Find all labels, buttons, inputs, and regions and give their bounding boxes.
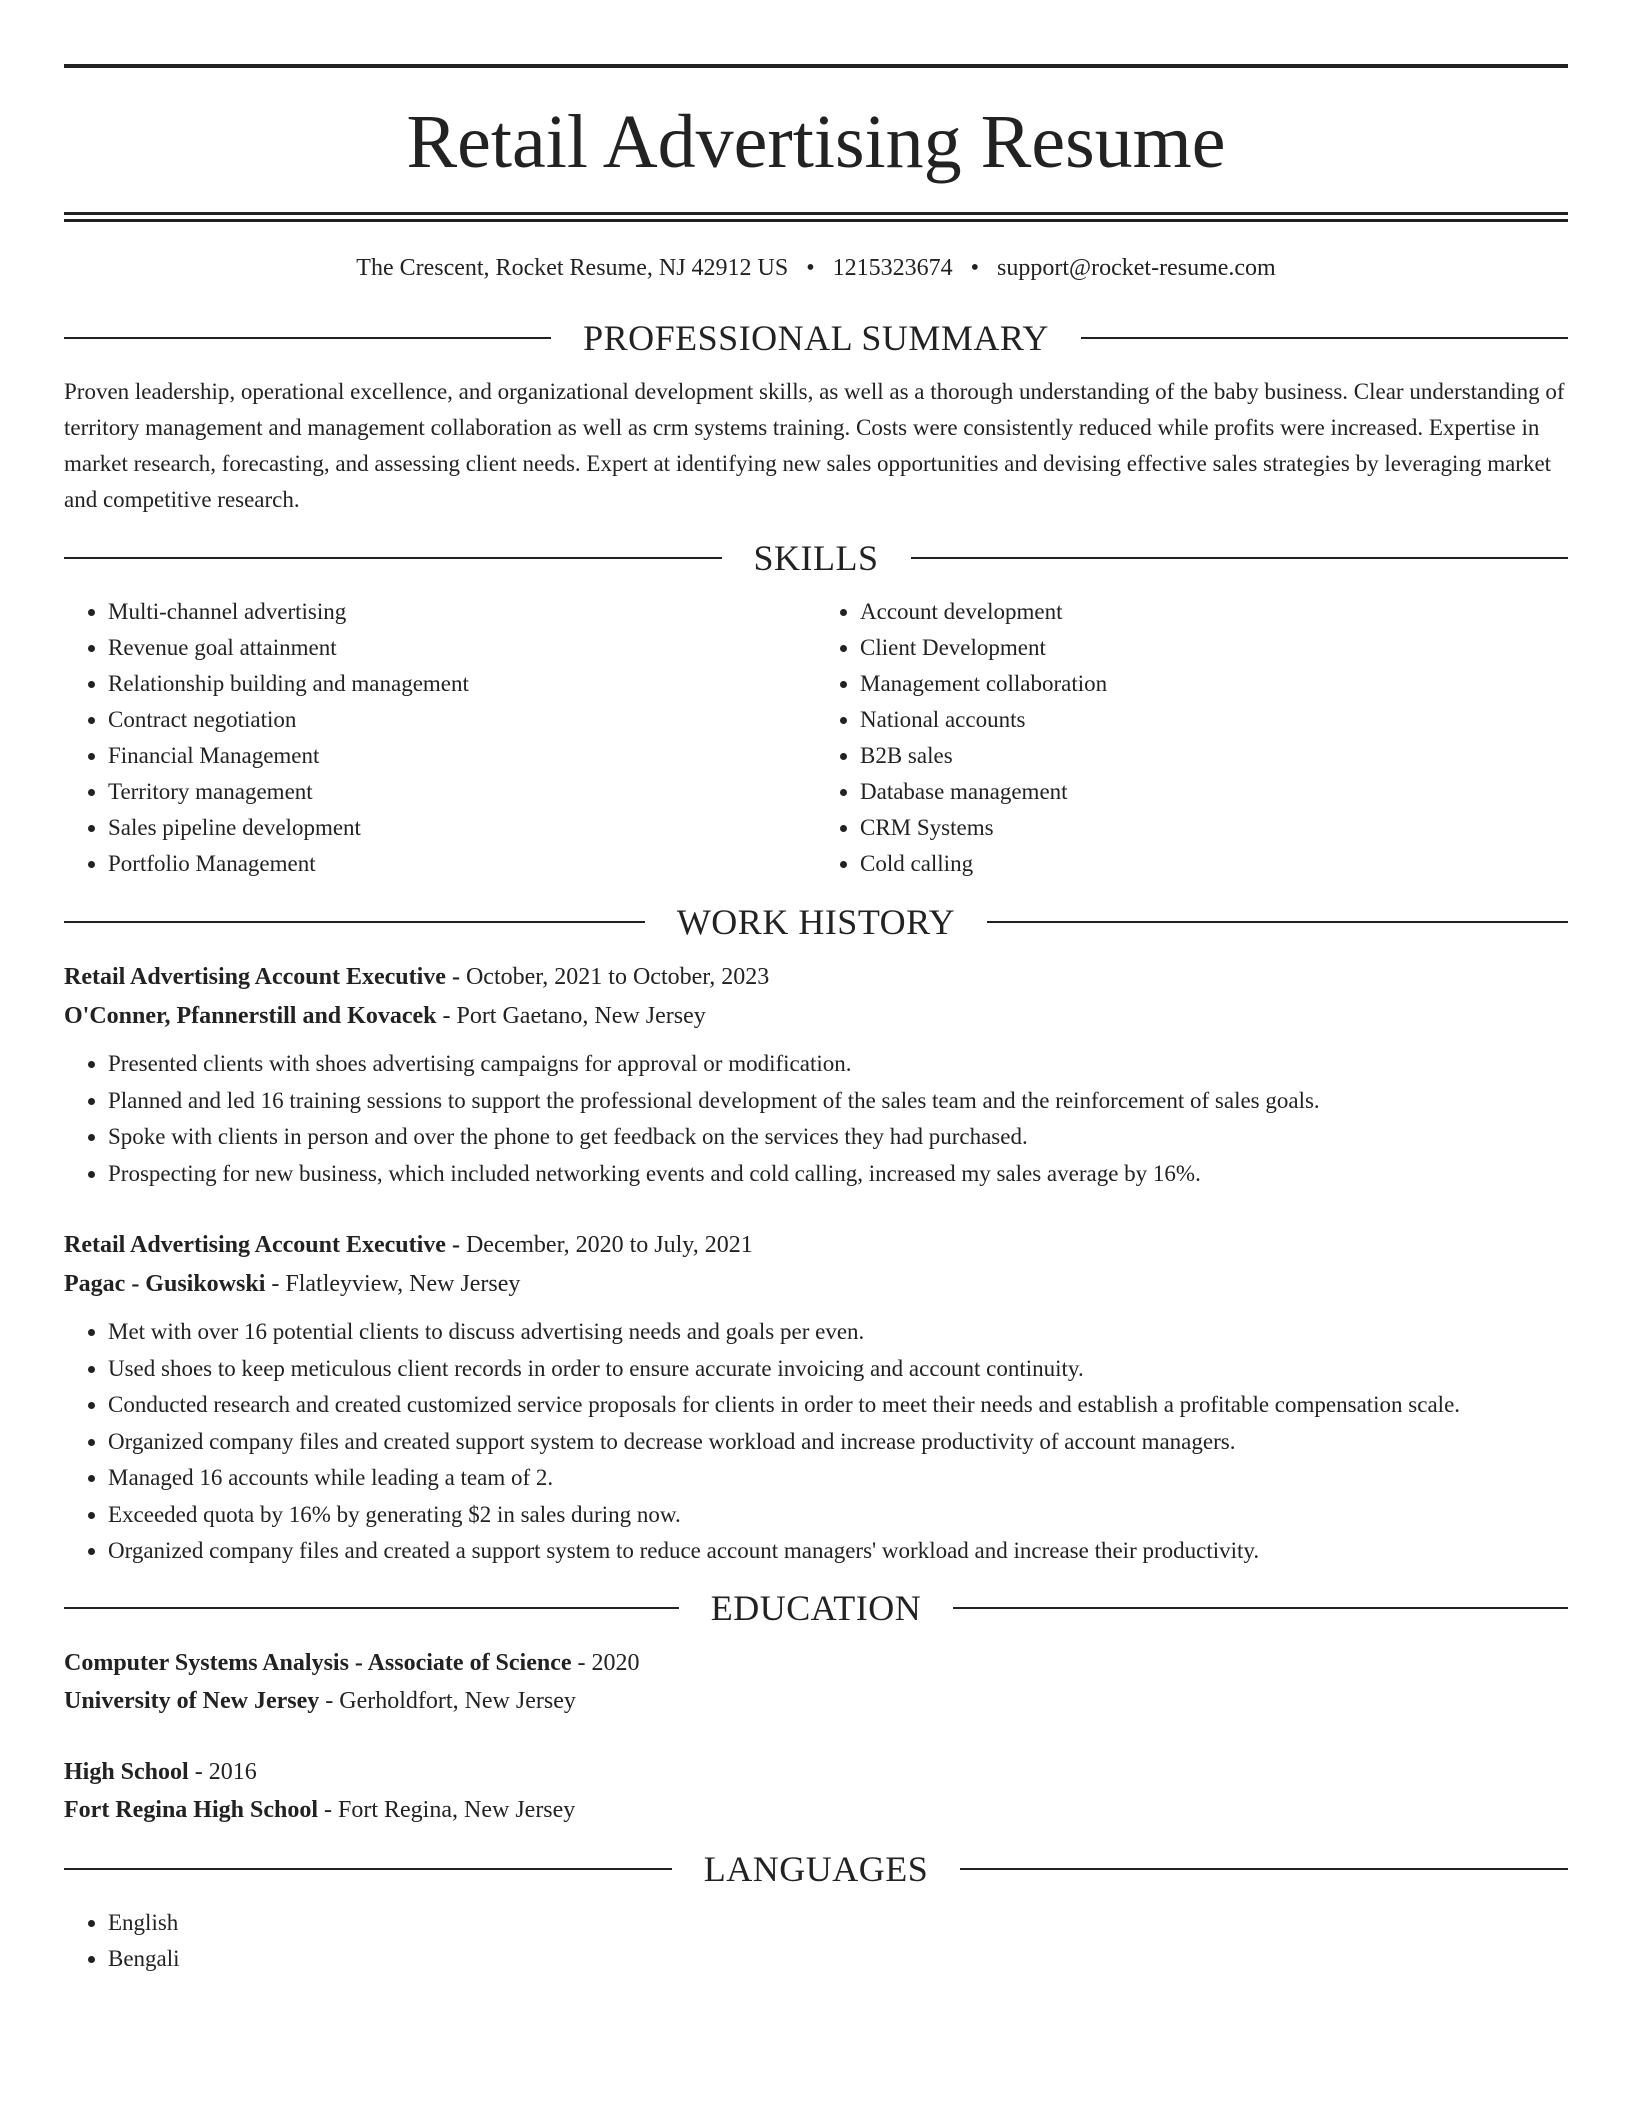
skill-item: • B2B sales <box>860 738 1568 774</box>
job-bullet: • Organized company files and created support system to decrease workload and increase productivity of account managers. <box>108 1424 1568 1461</box>
divider <box>1081 337 1568 339</box>
job-bullets <box>64 1314 1568 1570</box>
section-title: LANGUAGES <box>703 1848 929 1889</box>
section-heading-summary <box>64 320 1568 356</box>
job-bullet: • Presented clients with shoes advertising campaigns for approval or modification. <box>108 1046 1568 1083</box>
summary-paragraph: Proven leadership, operational excellence, and organizational development skills, as well as a thorough understanding of the baby business. Clear understanding of territory management and management collaboration as well as crm systems training. Costs were consistently reduced while profits were increased. Expertise in market research, forecasting, and assessing client needs. Expert at identifying new sales opportunities and devising effective sales strategies by leveraging market and competitive research. <box>64 379 1565 512</box>
education-school: University of New Jersey <box>64 1687 320 1714</box>
education-year: 2020 <box>591 1649 640 1676</box>
divider <box>64 557 722 559</box>
job-title: Retail Advertising Account Executive <box>64 964 446 990</box>
skill-item: • National accounts <box>860 702 1568 738</box>
education-year: 2016 <box>208 1758 257 1785</box>
job-company: O'Conner, Pfannerstill and Kovacek <box>64 1003 437 1029</box>
divider <box>960 1868 1568 1870</box>
education-school: Fort Regina High School <box>64 1796 319 1823</box>
skill-item: • Revenue goal attainment <box>108 630 816 666</box>
job-company: Pagac - Gusikowski <box>64 1271 266 1297</box>
job-bullet: • Planned and led 16 training sessions to support the professional development of the sales team and the reinforcement of sales goals. <box>108 1083 1568 1120</box>
job-bullet: • Prospecting for new business, which included networking events and cold calling, increased my sales average by 16%. <box>108 1156 1568 1193</box>
job-bullet: • Managed 16 accounts while leading a team of 2. <box>108 1460 1568 1497</box>
job-location: Port Gaetano, New Jersey <box>456 1003 706 1029</box>
divider <box>64 1607 679 1609</box>
section-heading-work <box>64 904 1568 940</box>
section-heading-skills <box>64 540 1568 576</box>
job-entry <box>64 1226 1568 1570</box>
title-double-rule <box>64 212 1568 222</box>
divider <box>64 337 551 339</box>
dash: - <box>451 964 460 990</box>
dash: - <box>324 1796 333 1823</box>
top-rule <box>64 64 1568 68</box>
contact-address: The Crescent, Rocket Resume, NJ 42912 US <box>356 255 789 281</box>
section-heading-languages <box>64 1848 1568 1889</box>
job-bullet: • Met with over 16 potential clients to discuss advertising needs and goals per even. <box>108 1314 1568 1351</box>
skill-item: • Financial Management <box>108 738 816 774</box>
contact-email: support@rocket-resume.com <box>997 255 1276 281</box>
skill-item: • Sales pipeline development <box>108 810 816 846</box>
divider <box>64 1868 672 1870</box>
divider <box>953 1607 1568 1609</box>
skill-item: • Account development <box>860 594 1568 630</box>
contact-phone: 1215323674 <box>832 255 953 281</box>
contact-separator: • <box>970 255 980 281</box>
language-item: • Bengali <box>108 1941 1568 1977</box>
contact-line <box>64 256 1568 280</box>
resume-title: Retail Advertising Resume <box>406 100 1226 184</box>
section-title: WORK HISTORY <box>676 902 956 942</box>
education-degree-line <box>64 1753 1568 1791</box>
skill-item: • Portfolio Management <box>108 846 816 882</box>
section-title: EDUCATION <box>710 1587 922 1628</box>
job-bullet: • Exceeded quota by 16% by generating $2 in sales during now. <box>108 1497 1568 1534</box>
education-school-line <box>64 1791 1568 1829</box>
job-title: Retail Advertising Account Executive <box>64 1232 446 1258</box>
skill-item: • Database management <box>860 774 1568 810</box>
skill-item: • Management collaboration <box>860 666 1568 702</box>
skills-columns <box>64 594 1568 882</box>
skills-list-left <box>64 594 816 882</box>
job-company-line <box>64 1265 1568 1304</box>
job-bullets <box>64 1046 1568 1192</box>
section-title: PROFESSIONAL SUMMARY <box>583 318 1049 358</box>
skills-list-right <box>816 594 1568 882</box>
dash: - <box>271 1271 280 1297</box>
language-item: • English <box>108 1905 1568 1941</box>
divider <box>64 921 645 923</box>
contact-separator: • <box>806 255 815 281</box>
divider <box>911 557 1569 559</box>
skill-item: • Client Development <box>860 630 1568 666</box>
dash: - <box>451 1232 460 1258</box>
education-degree: High School <box>64 1758 189 1785</box>
skill-item: • Relationship building and management <box>108 666 816 702</box>
dash: - <box>325 1687 334 1714</box>
section-heading-education <box>64 1587 1568 1628</box>
dash: - <box>194 1758 203 1785</box>
job-bullet: • Organized company files and created a support system to reduce account managers' workload and increase their productivity. <box>108 1533 1568 1570</box>
education-location: Gerholdfort, New Jersey <box>339 1687 576 1714</box>
languages-list <box>64 1905 1568 1977</box>
section-title: SKILLS <box>753 538 879 578</box>
dash: - <box>442 1003 451 1029</box>
education-school-line <box>64 1682 1568 1720</box>
job-location: Flatleyview, New Jersey <box>285 1271 521 1297</box>
job-entry <box>64 958 1568 1192</box>
job-company-line <box>64 997 1568 1036</box>
job-dates: December, 2020 to July, 2021 <box>465 1232 753 1258</box>
education-entry <box>64 1644 1568 1720</box>
job-bullet: • Conducted research and created customized service proposals for clients in order to meet their needs and establish a profitable compensation scale. <box>108 1387 1568 1424</box>
skill-item: • CRM Systems <box>860 810 1568 846</box>
skill-item: • Multi-channel advertising <box>108 594 816 630</box>
skill-item: • Cold calling <box>860 846 1568 882</box>
job-dates: October, 2021 to October, 2023 <box>465 964 770 990</box>
divider <box>987 921 1568 923</box>
education-degree: Computer Systems Analysis - Associate of Science <box>64 1649 572 1676</box>
education-entry <box>64 1753 1568 1829</box>
job-title-line <box>64 958 1568 997</box>
education-degree-line <box>64 1644 1568 1682</box>
job-bullet: • Used shoes to keep meticulous client records in order to ensure accurate invoicing and account continuity. <box>108 1351 1568 1388</box>
job-bullet: • Spoke with clients in person and over the phone to get feedback on the services they had purchased. <box>108 1119 1568 1156</box>
skill-item: • Territory management <box>108 774 816 810</box>
dash: - <box>577 1649 586 1676</box>
job-title-line <box>64 1226 1568 1265</box>
education-location: Fort Regina, New Jersey <box>338 1796 576 1823</box>
skill-item: • Contract negotiation <box>108 702 816 738</box>
